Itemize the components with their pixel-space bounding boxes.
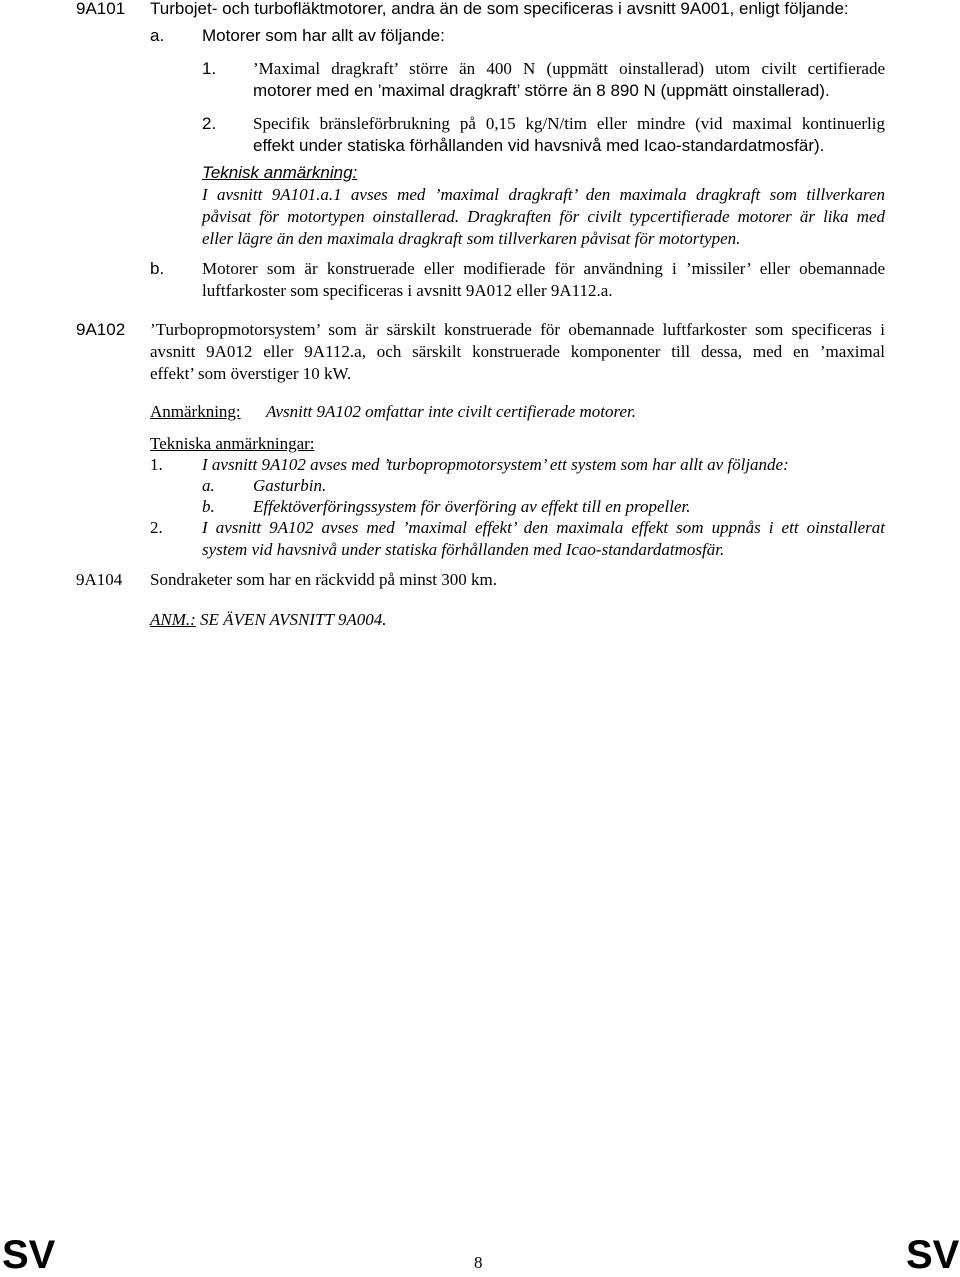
item-text-2-line2: effekt under statiska förhållanden vid havsnivå med Icao-standardatmosfär).	[253, 136, 825, 155]
item-text-2-line1: Specifik bränsleförbrukning på 0,15 kg/N/tim eller mindre (vid maximal kontinuerlig	[253, 114, 885, 133]
tech-note-text-1a: Gasturbin.	[253, 476, 327, 495]
tech-note-label-1a: a.	[202, 476, 215, 495]
anm-reference-label: ANM.:	[150, 610, 196, 629]
item-label-a: a.	[150, 26, 165, 45]
section-text-9A102-line2: avsnitt 9A012 eller 9A112.a, och särskilt konstruerade komponenter till dessa, med en ’maximal	[150, 342, 885, 361]
item-text-b-line2: luftfarkoster som specificeras i avsnitt 9A012 eller 9A112.a.	[202, 281, 613, 300]
tech-note-label-1b: b.	[202, 497, 215, 516]
item-text-b-line1: Motorer som är konstruerade eller modifierade för användning i ’missiler’ eller obemannade	[202, 259, 885, 278]
note-line2: påvisat för motortypen oinstallerad. Dragkraften för civilt typcertifierade motorer är lika med	[202, 207, 885, 226]
footer-language-left: SV	[2, 1233, 56, 1277]
anm-label: Anmärkning:	[150, 402, 241, 421]
page-number: 8	[474, 1253, 483, 1272]
tech-note-text-2-line1: I avsnitt 9A102 avses med ’maximal effekt’ den maximala effekt som uppnås i ett oinstallerat	[202, 518, 885, 537]
item-text-1-line1: ’Maximal dragkraft’ större än 400 N (uppmätt oinstallerad) utom civilt certifierade	[253, 59, 885, 78]
anm-text: Avsnitt 9A102 omfattar inte civilt certifierade motorer.	[266, 402, 637, 421]
note-heading: Teknisk anmärkning:	[202, 163, 358, 182]
tech-note-text-1: I avsnitt 9A102 avses med ’turbopropmotorsystem’ ett system som har allt av följande:	[202, 455, 789, 474]
item-text-1-line2: motorer med en ’maximal dragkraft’ större än 8 890 N (uppmätt oinstallerad).	[253, 81, 830, 100]
section-text-9A102-line3: effekt’ som överstiger 10 kW.	[150, 364, 352, 383]
note-line3: eller lägre än den maximala dragkraft som tillverkaren påvisat för motortypen.	[202, 229, 741, 248]
anm-reference	[150, 610, 387, 630]
section-text-9A104: Sondraketer som har en räckvidd på minst 300 km.	[150, 570, 498, 589]
section-text-9A102-line1: ’Turbopropmotorsystem’ som är särskilt konstruerade för obemannade luftfarkoster som specificeras i	[150, 320, 885, 339]
tech-note-label-1: 1.	[150, 455, 163, 474]
section-title-9A101: Turbojet- och turbofläktmotorer, andra än de som specificeras i avsnitt 9A001, enligt följande:	[150, 0, 849, 18]
item-label-1: 1.	[202, 59, 217, 78]
note-line1: I avsnitt 9A101.a.1 avses med ’maximal dragkraft’ den maximala dragkraft som tillverkaren	[202, 185, 885, 204]
footer-language-right: SV	[906, 1233, 960, 1277]
item-text-a: Motorer som har allt av följande:	[202, 26, 445, 45]
section-code-9A101: 9A101	[76, 0, 126, 18]
tech-notes-heading: Tekniska anmärkningar:	[150, 434, 315, 453]
tech-note-text-1b: Effektöverföringssystem för överföring av effekt till en propeller.	[253, 497, 691, 516]
item-label-b: b.	[150, 259, 165, 278]
anm-reference-text: SE ÄVEN AVSNITT 9A004.	[195, 610, 387, 629]
section-code-9A102: 9A102	[76, 320, 126, 339]
tech-note-label-2: 2.	[150, 518, 163, 537]
tech-note-text-2-line2: system vid havsnivå under statiska förhållanden med Icao-standardatmosfär.	[202, 540, 725, 559]
section-code-9A104: 9A104	[76, 570, 123, 589]
item-label-2: 2.	[202, 114, 217, 133]
